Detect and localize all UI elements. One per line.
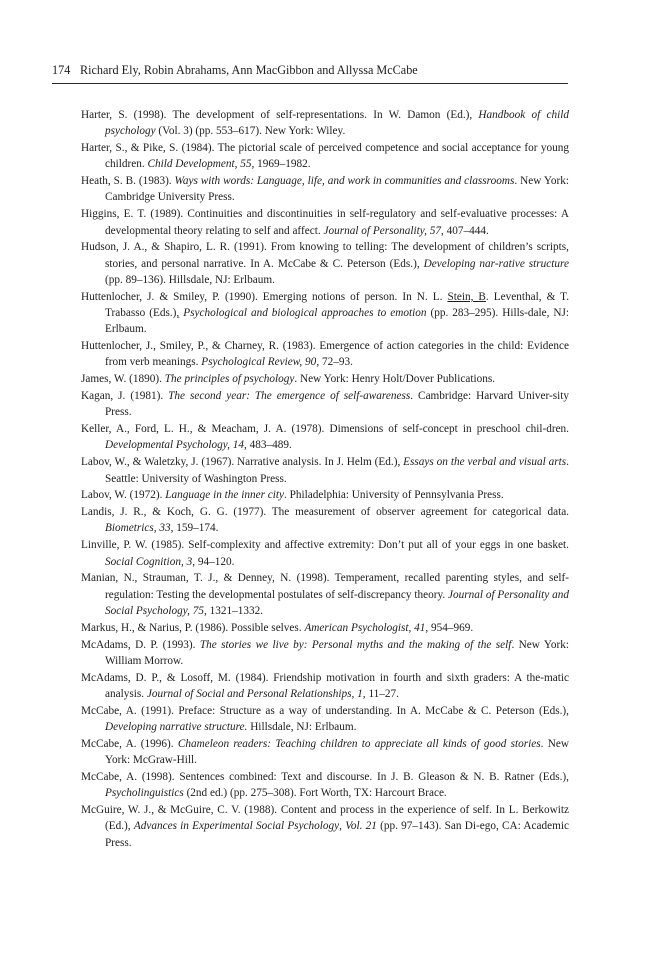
- reference-text-segment: . New York: Cambridge University Press.: [105, 175, 569, 204]
- reference-text-segment: (Vol. 3) (pp. 553–617). New York: Wiley.: [155, 125, 346, 138]
- running-header: [52, 62, 568, 82]
- reference-italic-segment: American Psychologist, 41: [304, 621, 426, 634]
- reference-text-segment: , 954–969.: [425, 621, 474, 634]
- reference-text-segment: McCabe, A. (1991). Preface: Structure as a way of understanding. In A. McCabe & C. Peterson (Eds.),: [81, 704, 569, 717]
- reference-text-segment: , 483–489.: [244, 439, 292, 452]
- reference-italic-segment: Ways with words: Language, life, and work in communities and classrooms: [174, 175, 515, 188]
- reference-entry: [81, 289, 569, 338]
- reference-italic-segment: Language in the inner city: [165, 489, 284, 502]
- reference-text-segment: . New York: McGraw-Hill.: [105, 737, 569, 767]
- reference-entry: [81, 487, 569, 503]
- reference-text-segment: . Cambridge: Harvard Univer-sity Press.: [105, 390, 570, 419]
- reference-text-segment: Keller, A., Ford, L. H., & Meacham, J. A. (1978). Dimensions of self-concept in preschool chil-dren.: [81, 423, 569, 436]
- reference-entry: [81, 537, 569, 570]
- reference-text-segment: . Leventhal, & T. Trabasso (Eds.: [105, 290, 570, 320]
- reference-text-segment: Huttenlocher, J. & Smiley, P. (1990). Emerging notions of person. In N. L.: [81, 290, 448, 303]
- reference-entry: [81, 206, 569, 239]
- reference-italic-segment: Handbook of child psychology: [105, 109, 569, 138]
- running-head-authors: Richard Ely, Robin Abrahams, Ann MacGibbon and Allyssa McCabe: [80, 63, 418, 77]
- reference-text-segment: McCabe, A. (1998). Sentences combined: Text and discourse. In J. B. Gleason & N. B. Ratner (Eds.),: [81, 770, 569, 783]
- reference-text-segment: . Philadelphia: University of Pennsylvania Press.: [284, 489, 504, 502]
- reference-entry: [81, 802, 569, 851]
- reference-text-segment: , 1969–1982.: [251, 158, 311, 171]
- reference-italic-segment: Psychological Review, 90: [201, 356, 317, 369]
- reference-entry: [81, 173, 569, 206]
- reference-italic-segment: Advances in Experimental Social Psychology: [133, 820, 340, 833]
- reference-text-segment: Labov, W. (1972).: [81, 489, 166, 502]
- reference-entry: [81, 736, 569, 769]
- reference-text-segment: , 1321–1332.: [204, 604, 264, 617]
- reference-entry: [81, 454, 569, 487]
- reference-entry: [81, 504, 569, 537]
- reference-entry: [81, 140, 569, 173]
- reference-entry: [81, 670, 569, 703]
- reference-text-segment: Heath, S. B. (1983).: [81, 175, 175, 188]
- reference-italic-segment: The second year: The emergence of self-awareness: [168, 390, 411, 403]
- reference-entry: [81, 637, 569, 670]
- reference-text-segment: 11–27.: [365, 687, 399, 700]
- reference-italic-segment: Child Development, 55: [147, 158, 252, 171]
- reference-italic-segment: Essays on the verbal and visual arts: [403, 456, 567, 469]
- reference-entry: [81, 239, 569, 288]
- reference-italic-segment: Social Cognition, 3: [105, 555, 193, 568]
- reference-text-segment: . New York: Henry Holt/Dover Publications.: [294, 373, 496, 386]
- reference-italic-segment: Journal of Personality and Social Psychology, 75: [105, 588, 569, 617]
- reference-text-segment: Linville, P. W. (1985). Self-complexity and affective extremity: Don’t put all of your eggs in one basket.: [81, 539, 569, 552]
- reference-text-segment: , 407–444.: [440, 224, 489, 237]
- reference-italic-segment: Developmental Psychology, 14: [105, 439, 245, 452]
- reference-text-segment: (pp. 97–143). San Di-ego, CA: Academic Press.: [105, 820, 570, 849]
- reference-text-segment: Harter, S., & Pike, S. (1984). The pictorial scale of perceived competence and social acceptance for young children.: [81, 142, 569, 171]
- reference-text-segment: , 94–120.: [192, 555, 235, 568]
- reference-text-segment: Labov, W., & Waletzky, J. (1967). Narrative analysis. In J. Helm (Ed.),: [81, 456, 404, 469]
- reference-italic-segment: Journal of Personality, 57: [323, 224, 441, 237]
- reference-text-segment: Kagan, J. (1981).: [81, 390, 169, 403]
- reference-text-segment: . Seattle: University of Washington Press.: [105, 456, 569, 485]
- header-rule: [52, 83, 568, 84]
- reference-text-segment: Higgins, E. T. (1989). Continuities and discontinuities in self-regulatory and self-evaluative processes: A developmental theory relating to self and affect.: [81, 208, 569, 237]
- reference-entry: [81, 769, 569, 802]
- reference-entry: [81, 371, 569, 387]
- page-number: 174: [52, 63, 71, 77]
- reference-entry: [81, 107, 569, 140]
- reference-text-segment: , 159–174.: [170, 522, 219, 535]
- reference-text-segment: Landis, J. R., & Koch, G. G. (1977). The measurement of observer agreement for categorical data.: [81, 506, 569, 519]
- reference-italic-segment: Developing nar-rative structure: [423, 257, 569, 270]
- reference-text-segment: Markus, H., & Narius, P. (1986). Possible selves.: [81, 621, 305, 634]
- reference-entry: [81, 338, 569, 371]
- reference-text-segment: Huttenlocher, J., Smiley, P., & Charney, R. (1983). Emergence of action categories in the child: Evidence from verb meanings.: [81, 340, 569, 369]
- reference-text-segment: ,: [339, 820, 346, 833]
- reference-italic-segment: Biometrics, 33: [105, 522, 171, 535]
- reference-entry: [81, 620, 569, 636]
- reference-text-segment: (pp. 283–295). Hills-dale, NJ: Erlbaum.: [105, 307, 570, 336]
- reference-text-segment: (2nd ed.) (pp. 275–308). Fort Worth, TX: Harcourt Brace.: [183, 787, 447, 800]
- reference-text-segment: Hillsdale, NJ: Erlbaum.: [247, 720, 357, 733]
- reference-text-segment: ),: [172, 307, 180, 320]
- reference-entry: [81, 388, 569, 421]
- reference-text-segment: McCabe, A. (1996).: [81, 737, 178, 750]
- reference-text-segment: Stein, B: [447, 290, 486, 303]
- reference-entry: [81, 570, 569, 619]
- reference-text-segment: , 72–93.: [316, 356, 353, 369]
- reference-text-segment: James, W. (1890).: [81, 373, 165, 386]
- reference-text-segment: Harter, S. (1998). The development of self-representations. In W. Damon (Ed.),: [81, 109, 479, 121]
- reference-italic-segment: Psychological and biological approaches to emotion: [183, 307, 427, 320]
- reference-text-segment: McAdams, D. P., & Losoff, M. (1984). Friendship motivation in fourth and sixth graders: A the-matic analysis.: [81, 671, 569, 700]
- reference-entry: [81, 421, 569, 454]
- reference-text-segment: McGuire, W. J., & McGuire, C. V. (1988). Content and process in the experience of self. In L. Berkowitz (Ed.),: [81, 803, 569, 833]
- reference-italic-segment: Journal of Social and Personal Relationships, 1,: [146, 687, 366, 700]
- reference-entry: [81, 703, 569, 736]
- reference-italic-segment: Developing narrative structure.: [105, 720, 248, 733]
- reference-italic-segment: Vol. 21: [345, 820, 377, 833]
- reference-italic-segment: The stories we live by: Personal myths and the making of the self: [199, 638, 512, 651]
- reference-italic-segment: Psycholinguistics: [105, 787, 184, 800]
- reference-text-segment: Hudson, J. A., & Shapiro, L. R. (1991). From knowing to telling: The development of children’s scripts, stories, and personal narrative. In A. McCabe & C. Peterson (Eds.),: [81, 241, 569, 270]
- reference-text-segment: Manian, N., Strauman, T. J., & Denney, N. (1998). Temperament, recalled parenting styles, and self-regulation: Testing the developmental postulates of self-discrepancy theory.: [81, 572, 569, 601]
- reference-list: [81, 107, 569, 851]
- reference-text-segment: . New York: William Morrow.: [105, 638, 570, 667]
- reference-text-segment: McAdams, D. P. (1993).: [81, 638, 200, 651]
- reference-text-segment: (pp. 89–136). Hillsdale, NJ: Erlbaum.: [105, 273, 275, 286]
- reference-italic-segment: Chameleon readers: Teaching children to appreciate all kinds of good stories: [177, 737, 541, 750]
- reference-italic-segment: The principles of psychology: [164, 373, 295, 386]
